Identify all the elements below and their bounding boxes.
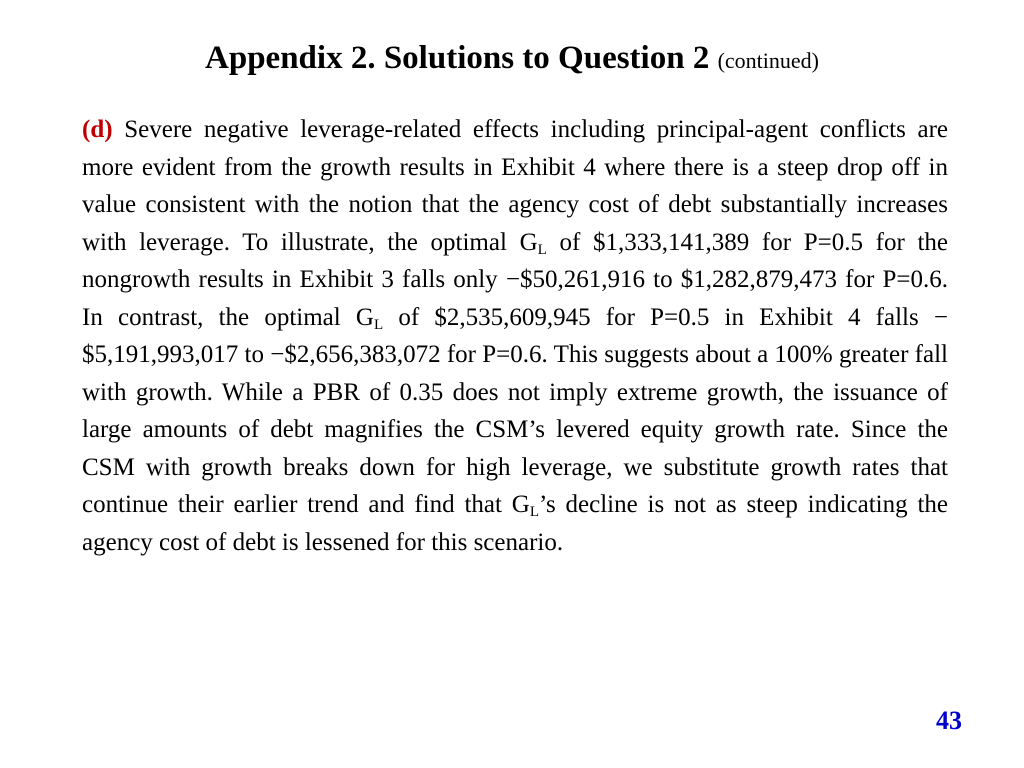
item-label: (d) bbox=[82, 116, 113, 143]
paragraph-text-3: of $2,535,609,945 for P=0.5 in Exhibit 4 falls −$5,191,993,017 to −$2,656,383,072 for P=0.6. This suggests about a 100% greater fall with growth. While a PBR of 0.35 does not imply extreme growth, the issuance of large amounts of debt magnifies the CSM’s levered equity growth rate. Since the CSM with growth breaks down for high leverage, we substitute growth rates that continue their earlier trend and find that G bbox=[82, 303, 948, 518]
paragraph-text-2: of $1,333,141,389 for P=0.5 for the nongrowth results in Exhibit 3 falls only −$50,261,916 to $1,282,879,473 for P=0.6. In contrast, the optimal G bbox=[82, 228, 948, 331]
slide-title bbox=[0, 36, 1024, 83]
page-number: 43 bbox=[936, 706, 962, 735]
subscript-l-3: L bbox=[529, 504, 539, 520]
subscript-l-2: L bbox=[373, 316, 384, 333]
title-main: Appendix 2. Solutions to Question 2 bbox=[205, 40, 710, 76]
title-continued: (continued) bbox=[717, 48, 819, 73]
paragraph-text-4: ’s decline is not as steep indicating the agency cost of debt is lessened for this scenario. bbox=[82, 491, 948, 556]
subscript-l-1: L bbox=[537, 241, 547, 258]
answer-paragraph bbox=[82, 111, 948, 561]
paragraph-text-1: Severe negative leverage-related effects including principal-agent conflicts are more evident from the growth results in Exhibit 4 where there is a steep drop off in value consistent with the notion that the agency cost of debt substantially increases with leverage. To illustrate, the optimal G bbox=[82, 116, 948, 256]
